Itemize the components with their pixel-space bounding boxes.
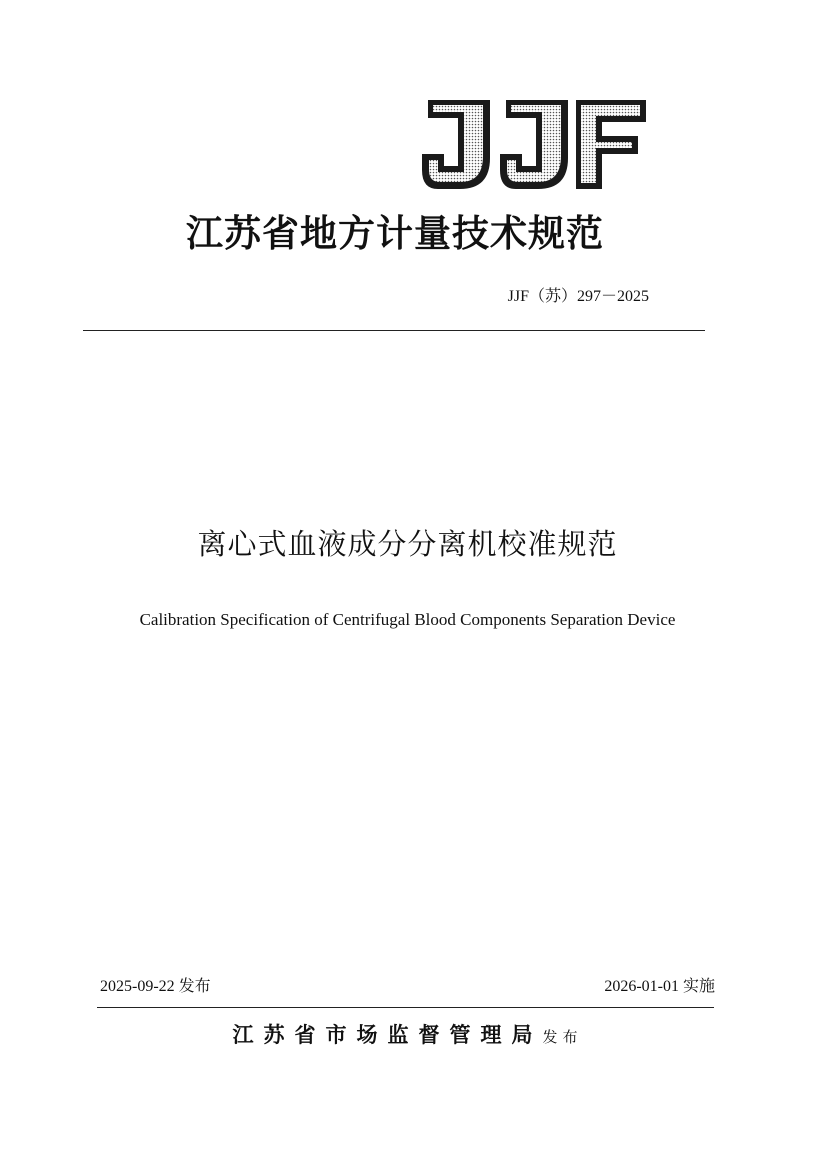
jjf-logo	[420, 96, 648, 193]
publisher-line	[0, 1018, 815, 1054]
logo-letter-j2	[500, 100, 568, 189]
footer-divider	[97, 1007, 714, 1008]
publisher-suffix: 发布	[542, 1028, 583, 1046]
logo-letter-j1	[422, 100, 490, 189]
release-date: 2025-09-22 发布	[100, 978, 211, 995]
header-divider	[83, 330, 705, 331]
publisher-name: 江苏省市场监督管理局	[232, 1023, 543, 1047]
document-title-zh: 离心式血液成分分离机校准规范	[197, 527, 618, 561]
document-title-en: Calibration Specification of Centrifugal Blood Components Separation Device	[139, 610, 676, 629]
logo-letter-f	[576, 100, 646, 189]
series-title: 江苏省地方计量技术规范	[186, 212, 604, 255]
effective-date: 2026-01-01 实施	[604, 978, 715, 995]
standard-code: JJF（苏）297－2025	[507, 288, 649, 305]
